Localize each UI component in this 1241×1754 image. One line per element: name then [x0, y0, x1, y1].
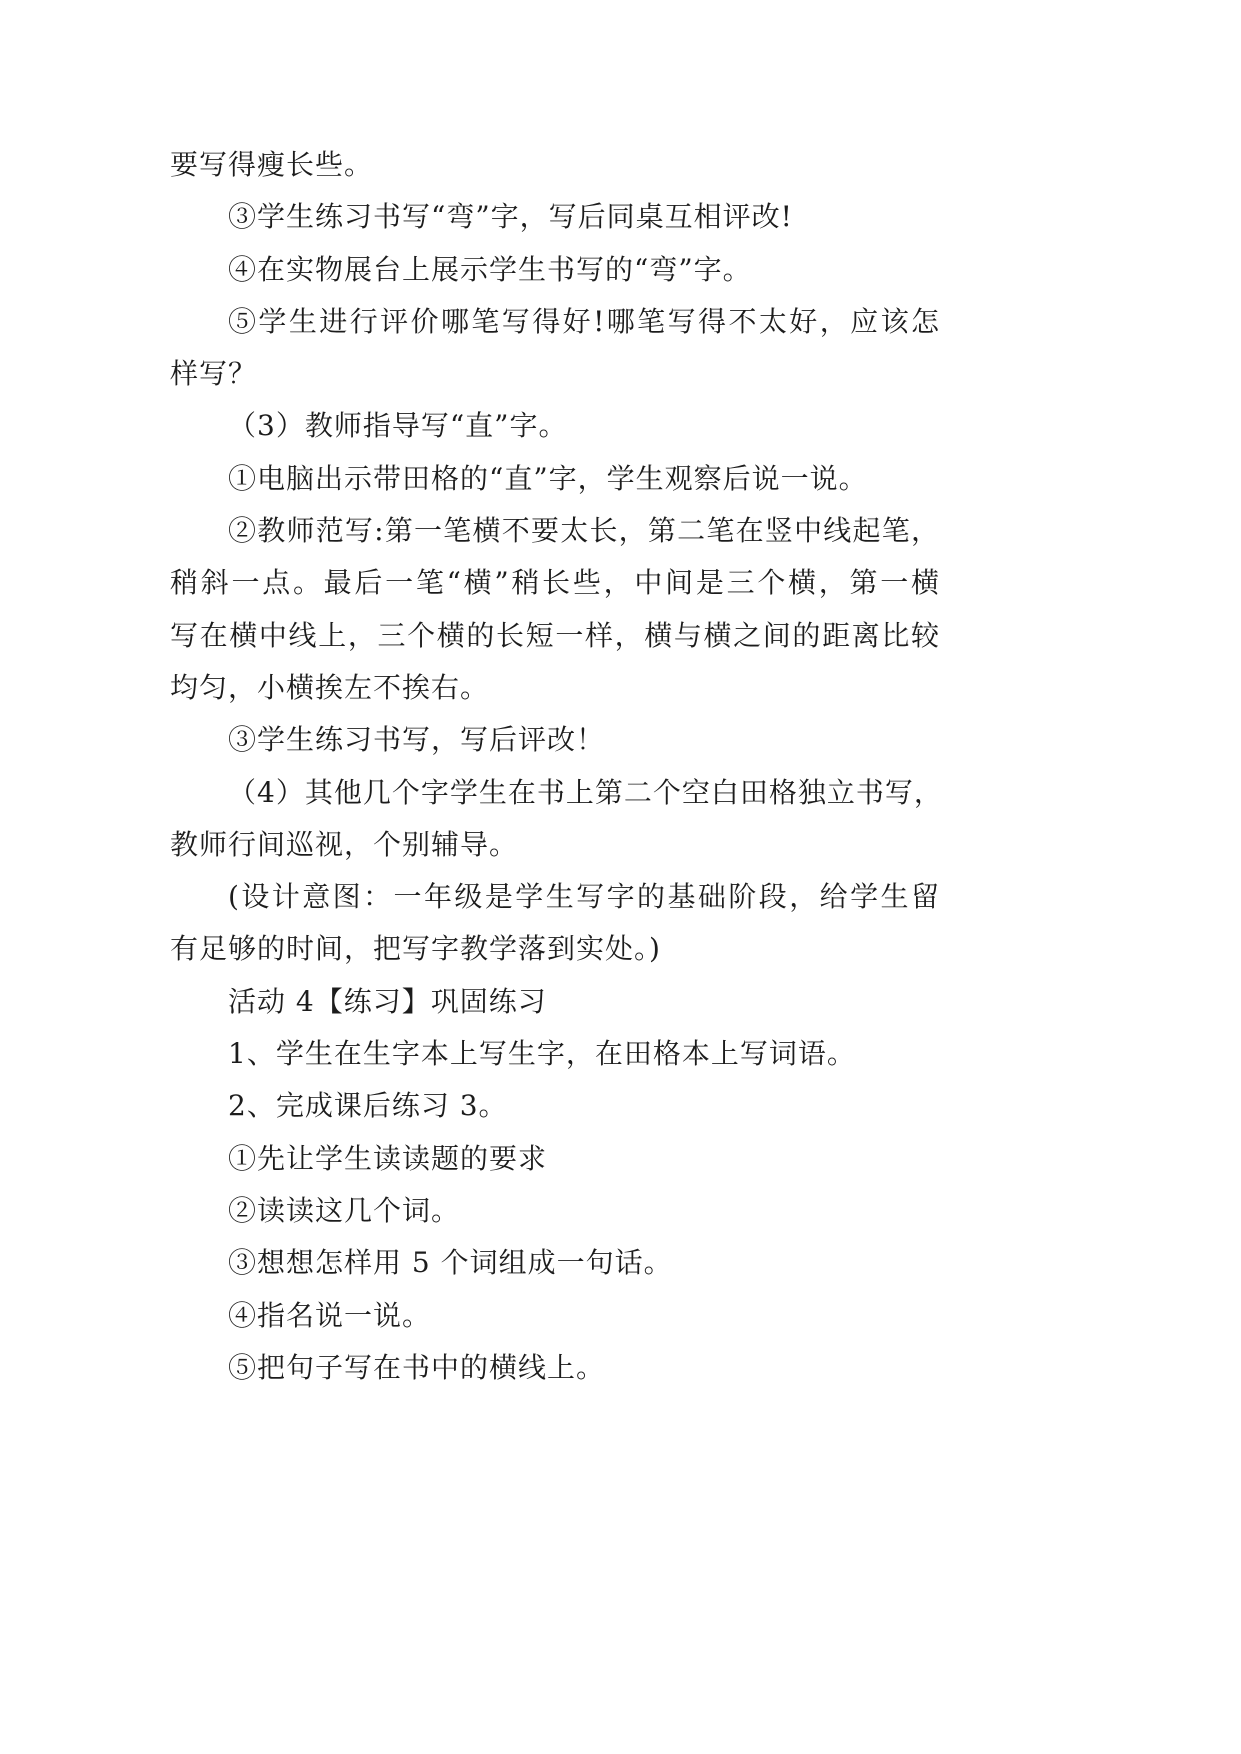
paragraph-line: 样写？: [170, 357, 258, 391]
paragraph-line: ③学生练习书写，写后评改！: [228, 723, 606, 757]
design-intent-note: [170, 871, 940, 976]
paragraph-line: 2、完成课后练习 3。: [228, 1089, 508, 1123]
paragraph-step-2: [170, 505, 940, 714]
paragraph-line: （3）教师指导写“直”字。: [228, 409, 568, 443]
paragraph-step-5: [170, 296, 940, 401]
paragraph-step-4: [170, 244, 940, 296]
paragraph-line: ③学生练习书写“弯”字，写后同桌互相评改!: [228, 200, 793, 234]
paragraph-line: 有足够的时间，把写字教学落到实处。): [170, 932, 661, 966]
paragraph-line: 稍斜一点。最后一笔“横”稍长些，中间是三个横，第一横: [170, 566, 940, 600]
exercise-substep-1: [170, 1133, 940, 1185]
paragraph-step-3: [170, 714, 940, 766]
exercise-substep-5: [170, 1342, 940, 1394]
paragraph-step-1: [170, 453, 940, 505]
exercise-substep-4: [170, 1290, 940, 1342]
paragraph-continuation: [170, 139, 940, 191]
paragraph-line: ④指名说一说。: [228, 1298, 432, 1332]
document-body: [170, 139, 943, 1394]
paragraph-line: 活动 4【练习】巩固练习: [228, 984, 547, 1018]
exercise-substep-2: [170, 1185, 940, 1237]
paragraph-line: ⑤把句子写在书中的横线上。: [228, 1350, 606, 1384]
paragraph-line: ①电脑出示带田格的“直”字，学生观察后说一说。: [228, 461, 868, 495]
paragraph-line: （4）其他几个字学生在书上第二个空白田格独立书写，: [228, 775, 943, 809]
activity-heading: [170, 976, 940, 1028]
paragraph-line: 均匀，小横挨左不挨右。: [170, 670, 490, 704]
paragraph-line: ①先让学生读读题的要求: [228, 1141, 548, 1175]
paragraph-line: ④在实物展台上展示学生书写的“弯”字。: [228, 252, 752, 286]
paragraph-line: 教师行间巡视，个别辅导。: [170, 827, 519, 861]
section-heading-4: [170, 767, 943, 872]
paragraph-line: ②教师范写:第一笔横不要太长，第二笔在竖中线起笔，: [228, 514, 940, 548]
paragraph-line: ②读读这几个词。: [228, 1193, 461, 1227]
paragraph-line: (设计意图：一年级是学生写字的基础阶段，给学生留: [228, 880, 940, 914]
paragraph-line: ③想想怎样用 5 个词组成一句话。: [228, 1246, 673, 1280]
paragraph-step-3: [170, 191, 940, 243]
exercise-item-1: [170, 1028, 940, 1080]
exercise-substep-3: [170, 1237, 940, 1289]
paragraph-line: 要写得瘦长些。: [170, 148, 374, 181]
exercise-item-2: [170, 1080, 940, 1132]
paragraph-line: 写在横中线上，三个横的长短一样，横与横之间的距离比较: [170, 618, 940, 652]
paragraph-line: 1、学生在生字本上写生字，在田格本上写词语。: [228, 1037, 856, 1071]
paragraph-line: ⑤学生进行评价哪笔写得好!哪笔写得不太好，应该怎: [228, 304, 940, 338]
section-heading-3: [170, 400, 940, 452]
